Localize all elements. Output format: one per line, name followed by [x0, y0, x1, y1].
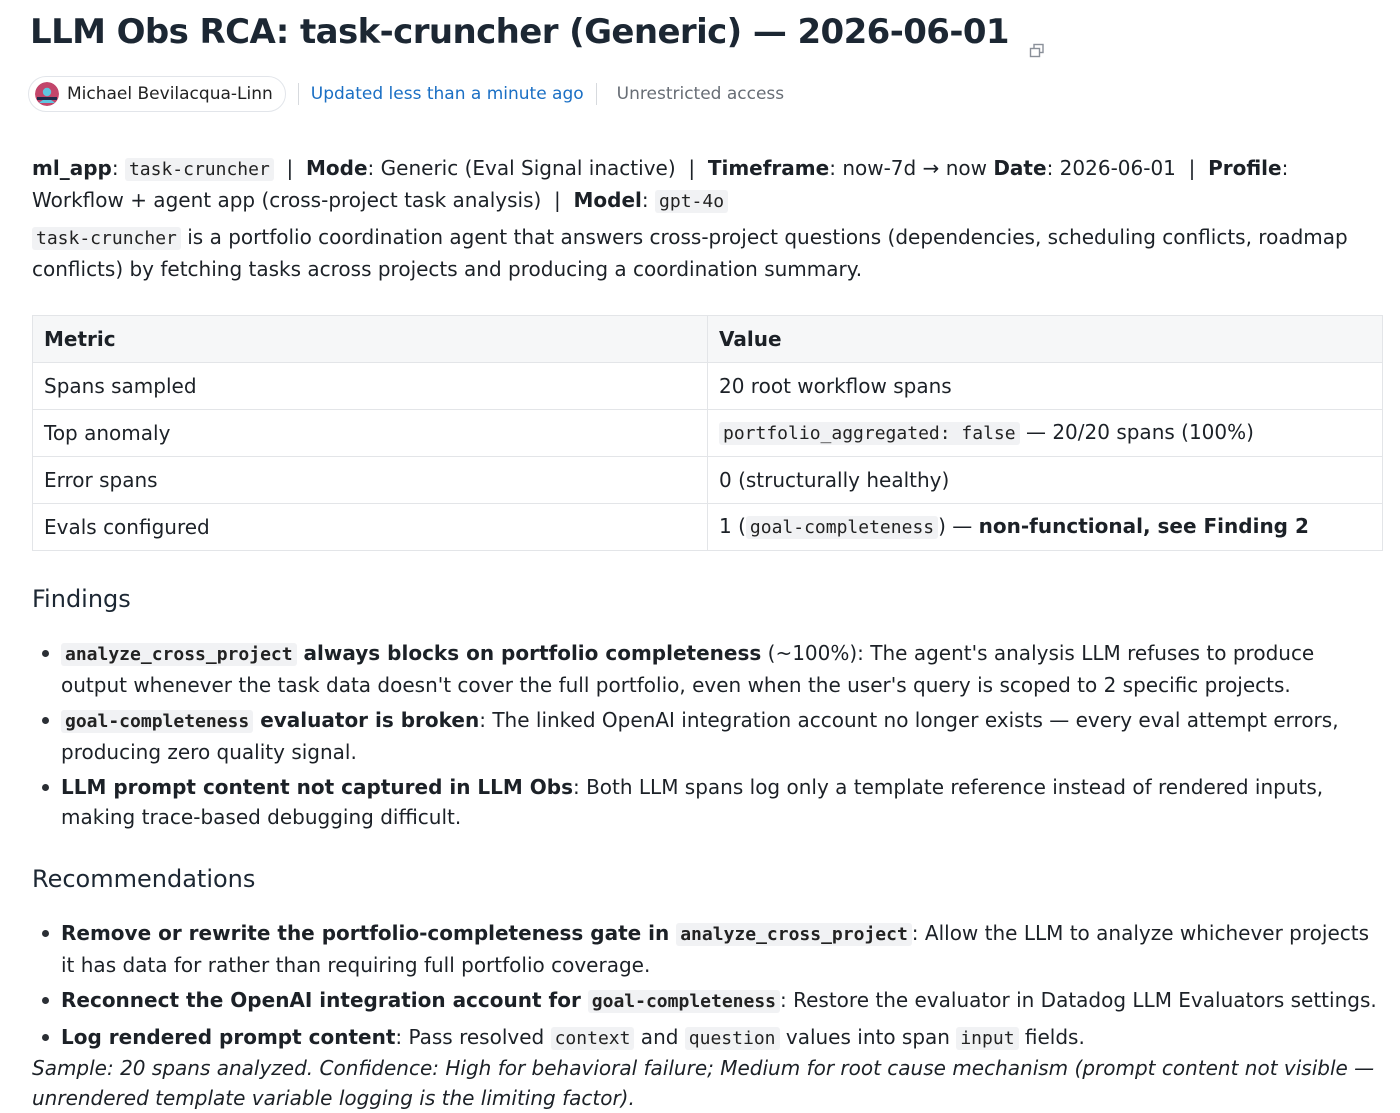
table-row [33, 363, 1383, 410]
recommendation-code: question [685, 1027, 780, 1050]
page-title [30, 12, 1045, 52]
findings-heading: Findings [32, 585, 131, 613]
findings-list [32, 638, 1377, 837]
list-item [32, 985, 1377, 1017]
finding-code: analyze_cross_project [61, 643, 297, 666]
ml-app-label: ml_app [32, 156, 112, 180]
profile-label: Profile [1208, 156, 1282, 180]
recommendation-bold: Reconnect the OpenAI integration account for [61, 988, 588, 1012]
metric-cell: Evals configured [33, 504, 708, 551]
finding-text: : The linked OpenAI integration account no longer exists — every eval attempt errors, producing zero quality signal. [61, 708, 1339, 764]
list-item [32, 918, 1377, 980]
metric-cell: Error spans [33, 457, 708, 504]
list-item [32, 705, 1377, 767]
timeframe-value: now-7d → now [842, 156, 987, 180]
copy-link-icon[interactable] [1029, 28, 1045, 44]
value-cell: 0 (structurally healthy) [708, 457, 1383, 504]
mode-label: Mode [306, 156, 368, 180]
app-code: task-cruncher [32, 227, 181, 250]
author-name: Michael Bevilacqua-Linn [67, 84, 273, 104]
table-row [33, 504, 1383, 551]
page-meta [28, 76, 784, 112]
access-label[interactable]: Unrestricted access [616, 84, 785, 104]
description-paragraph [32, 222, 1372, 284]
author-chip[interactable] [28, 76, 286, 112]
list-item [32, 772, 1377, 832]
meta-divider [596, 83, 597, 105]
recommendation-text: values into span [779, 1025, 957, 1049]
ml-app-value: task-cruncher [125, 158, 274, 181]
recommendation-code: goal-completeness [588, 990, 780, 1013]
page-title-text: LLM Obs RCA: task-cruncher (Generic) — 2026-06-01 [30, 12, 1009, 52]
divider: | [286, 156, 294, 180]
list-item [32, 1022, 1377, 1054]
value-text: 1 ( [719, 514, 746, 538]
value-cell [708, 504, 1383, 551]
recommendation-text: : Restore the evaluator in Datadog LLM Evaluators settings. [780, 988, 1377, 1012]
updated-link[interactable]: Updated less than a minute ago [310, 84, 584, 104]
recommendations-list [32, 918, 1377, 1059]
recommendation-text: : Allow the LLM to analyze whichever projects it has data for rather than requiring full portfolio coverage. [61, 921, 1370, 977]
sample-footnote: Sample: 20 spans analyzed. Confidence: High for behavioral failure; Medium for root cause mechanism (prompt content not visible — unrendered template variable logging is the limiting factor). [32, 1056, 1375, 1110]
divider: | [1188, 156, 1196, 180]
value-cell [708, 410, 1383, 457]
description-text: is a portfolio coordination agent that answers cross-project questions (dependencies, scheduling conflicts, roadmap conflicts) by fetching tasks across projects and producing a coordination summary. [32, 225, 1348, 281]
meta-divider [298, 83, 299, 105]
recommendation-text: : Pass resolved [395, 1025, 551, 1049]
value-text: — 20/20 spans (100%) [1019, 420, 1254, 444]
recommendation-bold: Remove or rewrite the portfolio-completeness gate in [61, 921, 677, 945]
recommendation-text: and [634, 1025, 685, 1049]
value-cell: 20 root workflow spans [708, 363, 1383, 410]
recommendation-code: context [551, 1027, 635, 1050]
metrics-table [32, 315, 1383, 551]
column-header-metric: Metric [33, 316, 708, 363]
recommendations-heading: Recommendations [32, 865, 256, 893]
finding-bold: LLM prompt content not captured in LLM Obs [61, 775, 573, 799]
recommendation-text: fields. [1018, 1025, 1085, 1049]
avatar [35, 82, 59, 106]
finding-bold: always blocks on portfolio completeness [296, 641, 762, 665]
column-header-value: Value [708, 316, 1383, 363]
model-label: Model [573, 188, 642, 212]
metric-cell: Spans sampled [33, 363, 708, 410]
list-item [32, 638, 1377, 700]
finding-bold: evaluator is broken [253, 708, 480, 732]
table-header-row [33, 316, 1383, 363]
recommendation-code: input [956, 1027, 1018, 1050]
table-row [33, 410, 1383, 457]
summary-line: ml_app: task-cruncher | Mode: Generic (Eval Signal inactive) | Timeframe: now-7d → now Date: 2026-06-01 | Profile: Workflow + agent app (cross-project task analysis) | Model: gpt-4o [32, 156, 1289, 212]
timeframe-label: Timeframe [707, 156, 830, 180]
value-code: portfolio_aggregated: false [719, 422, 1020, 445]
divider: | [554, 188, 561, 212]
metric-cell: Top anomaly [33, 410, 708, 457]
finding-text: : Both LLM spans log only a template reference instead of rendered inputs, making trace-based debugging difficult. [61, 775, 1324, 829]
mode-value: Generic (Eval Signal inactive) [380, 156, 676, 180]
recommendation-code: analyze_cross_project [676, 923, 912, 946]
value-code: goal-completeness [746, 516, 938, 539]
document-body [32, 153, 1372, 551]
date-label: Date [993, 156, 1047, 180]
model-value: gpt-4o [655, 190, 728, 213]
finding-text: (~100%): The agent's analysis LLM refuses to produce output whenever the task data doesn't cover the full portfolio, even when the user's query is scoped to 2 specific projects. [61, 641, 1315, 697]
value-text: ) — [938, 514, 979, 538]
finding-code: goal-completeness [61, 710, 253, 733]
divider: | [688, 156, 696, 180]
date-value: 2026-06-01 [1059, 156, 1176, 180]
profile-value: Workflow + agent app (cross-project task analysis) [32, 188, 542, 212]
table-row [33, 457, 1383, 504]
value-bold: non-functional, see Finding 2 [978, 514, 1309, 538]
recommendation-bold: Log rendered prompt content [61, 1025, 396, 1049]
